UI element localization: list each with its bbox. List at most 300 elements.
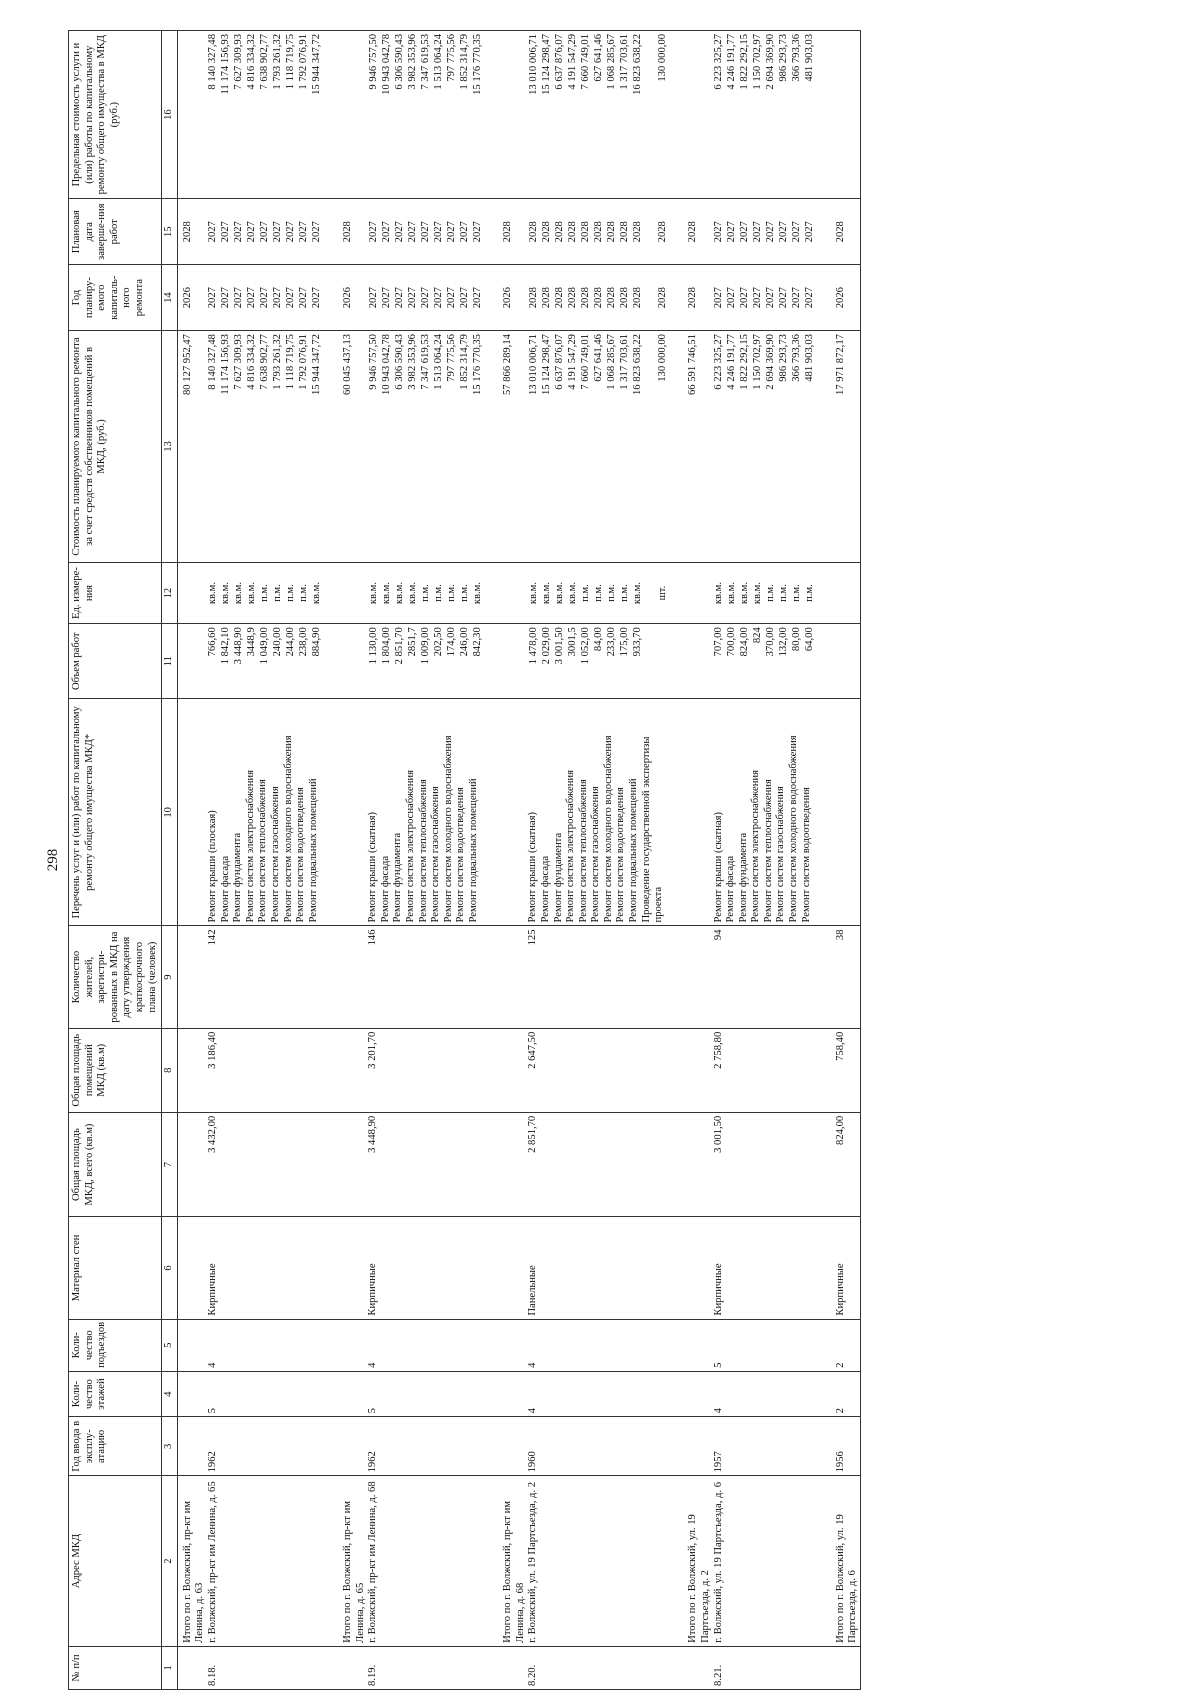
work-volume: 2 029,00 (540, 627, 552, 665)
work-unit: кв.м. (220, 581, 232, 605)
work-cost: 6 306 590,43 (393, 334, 405, 390)
work-year: 2027 (406, 287, 418, 309)
subtotal-finish: 2028 (834, 221, 846, 243)
cell (177, 1217, 207, 1319)
work-name: Ремонт систем холодного водоснабжения (602, 735, 614, 923)
work-volume: 1 009,00 (419, 627, 431, 665)
work-cost: 15 124 298,47 (540, 334, 552, 395)
work-unit: п.м. (777, 584, 789, 602)
work-unit: кв.м. (246, 581, 258, 605)
work-limit: 4 816 334,32 (246, 34, 258, 90)
work-volume: 700,00 (725, 627, 737, 657)
work-name: Ремонт фундамента (552, 832, 564, 923)
work-cost: 3 982 353,96 (406, 334, 418, 390)
work-year: 2027 (458, 287, 470, 309)
cell (177, 624, 207, 699)
work-cost: 1 068 285,67 (605, 334, 617, 390)
cell (498, 1371, 527, 1416)
subtotal-year: 2026 (834, 287, 846, 309)
year-built: 1962 (367, 1451, 379, 1473)
cell (683, 624, 712, 699)
year-built: 1960 (527, 1451, 539, 1473)
work-unit: кв.м. (751, 581, 763, 605)
work-finish: 2028 (592, 221, 604, 243)
cell (338, 1371, 367, 1416)
work-year: 2027 (777, 287, 789, 309)
work-year: 2027 (432, 287, 444, 309)
cell (683, 1417, 712, 1476)
column-number: 10 (162, 699, 178, 926)
cell (527, 699, 683, 926)
work-cost: 1 150 702,97 (751, 334, 763, 390)
subtotal-cost: 60 045 437,13 (341, 334, 353, 395)
column-header: № п/п (69, 1646, 162, 1689)
cell (683, 1476, 712, 1646)
work-cost: 9 946 757,50 (367, 334, 379, 390)
work-name: Ремонт фасада (379, 855, 391, 923)
work-name: Ремонт систем холодного водоснабжения (788, 735, 800, 923)
work-limit: 9 946 757,50 (367, 34, 379, 90)
work-volume: 933,70 (631, 627, 643, 657)
subtotal-cost: 80 127 952,47 (181, 334, 193, 395)
column-header: Материал стен (69, 1217, 162, 1319)
work-year: 2027 (220, 287, 232, 309)
cell (713, 331, 831, 563)
cell (831, 1417, 861, 1476)
cell (207, 562, 338, 623)
work-cost: 130 000,00 (656, 334, 668, 382)
cell (831, 1646, 861, 1689)
cell (177, 562, 207, 623)
work-limit: 6 637 876,07 (553, 34, 565, 90)
subtotal-row (831, 31, 861, 1690)
work-limit: 15 176 770,35 (471, 34, 483, 95)
cell (683, 31, 712, 199)
work-name: Ремонт систем теплоснабжения (257, 779, 269, 923)
work-finish: 2028 (553, 221, 565, 243)
column-number-row (162, 31, 178, 1690)
cell (713, 926, 831, 1028)
work-limit: 3 982 353,96 (406, 34, 418, 90)
work-volume: 707,00 (712, 627, 724, 657)
work-volume: 244,00 (285, 627, 297, 657)
work-limit: 10 943 042,78 (380, 34, 392, 95)
cell (367, 624, 498, 699)
cell (498, 1646, 527, 1689)
year-built: 1957 (712, 1451, 724, 1473)
wall-material: Панельные (527, 1265, 539, 1316)
cell (831, 1319, 861, 1371)
cell (207, 1112, 338, 1217)
cell (177, 926, 207, 1028)
cell (831, 1217, 861, 1319)
work-year: 2027 (207, 287, 219, 309)
work-volume: 246,00 (458, 627, 470, 657)
subtotal-year: 2028 (687, 287, 699, 309)
cell (527, 1646, 683, 1689)
cell (498, 31, 527, 199)
work-unit: кв.м. (527, 581, 539, 605)
work-unit: кв.м. (207, 581, 219, 605)
work-limit: 6 223 325,27 (712, 34, 724, 90)
subtotal-row (498, 31, 527, 1690)
work-year: 2028 (566, 287, 578, 309)
work-year: 2027 (367, 287, 379, 309)
cell (207, 199, 338, 265)
cell (207, 926, 338, 1028)
work-cost: 6 223 325,27 (712, 334, 724, 390)
cell (713, 1646, 831, 1689)
work-cost: 7 627 309,93 (233, 334, 245, 390)
header-row (69, 31, 162, 1690)
column-header: Общая площадь МКД, всего (кв.м) (69, 1112, 162, 1217)
work-finish: 2027 (445, 221, 457, 243)
floors: 2 (834, 1408, 846, 1414)
cell (683, 1371, 712, 1416)
work-volume: 824,00 (738, 627, 750, 657)
work-name: Проведение государственной экспертизы проекта (640, 736, 665, 923)
cell (683, 699, 712, 926)
subtotal-year: 2026 (181, 287, 193, 309)
cell (207, 1319, 338, 1371)
work-limit: 481 903,03 (803, 34, 815, 82)
work-cost: 627 641,46 (592, 334, 604, 382)
work-unit: п.м. (285, 584, 297, 602)
cell (683, 1112, 712, 1217)
work-year: 2027 (738, 287, 750, 309)
house-row (367, 31, 498, 1690)
cell (177, 1371, 207, 1416)
work-unit: шт. (656, 585, 668, 601)
work-cost: 4 816 334,32 (246, 334, 258, 390)
capital-repair-table (68, 30, 861, 1690)
work-name: Ремонт систем электроснабжения (244, 770, 256, 923)
work-cost: 15 176 770,35 (471, 334, 483, 395)
column-header: Коли-чество этажей (69, 1371, 162, 1416)
work-year: 2028 (579, 287, 591, 309)
work-unit: п.м. (592, 584, 604, 602)
work-limit: 1 852 314,79 (458, 34, 470, 90)
column-header: Ед. измере-ния (69, 562, 162, 623)
cell (683, 1646, 712, 1689)
cell (177, 1417, 207, 1476)
house-row (527, 31, 683, 1690)
work-volume: 2 851,70 (393, 627, 405, 665)
work-name: Ремонт систем теплоснабжения (417, 779, 429, 923)
work-year: 2027 (380, 287, 392, 309)
cell (527, 1417, 683, 1476)
column-number: 9 (162, 926, 178, 1028)
cell (683, 1217, 712, 1319)
cell (831, 199, 861, 265)
residents: 142 (206, 929, 218, 946)
cell (713, 562, 831, 623)
work-cost: 1 792 076,91 (298, 334, 310, 390)
column-number: 6 (162, 1217, 178, 1319)
work-limit: 16 823 638,22 (631, 34, 643, 95)
area-total: 2 851,70 (527, 1115, 539, 1153)
work-year: 2027 (725, 287, 737, 309)
work-name: Ремонт подвальных помещений (628, 778, 640, 923)
subtotal-label: Итого по г. Волжский, пр-кт им Ленина, д. 68 (502, 1501, 526, 1643)
work-year: 2028 (553, 287, 565, 309)
work-unit: п.м. (618, 584, 630, 602)
subtotal-row (338, 31, 367, 1690)
cell (177, 331, 207, 563)
cell (831, 1476, 861, 1646)
cell (207, 265, 338, 331)
column-number: 8 (162, 1028, 178, 1112)
cell (367, 1476, 498, 1646)
work-unit: кв.м. (540, 581, 552, 605)
cell (498, 624, 527, 699)
cell (367, 1112, 498, 1217)
cell (207, 699, 338, 926)
work-limit: 1 068 285,67 (605, 34, 617, 90)
work-limit: 7 660 749,01 (579, 34, 591, 90)
work-year: 2027 (311, 287, 323, 309)
cell (367, 31, 498, 199)
cell (177, 1646, 207, 1689)
work-name: Ремонт подвальных помещений (307, 778, 319, 923)
work-year: 2027 (751, 287, 763, 309)
work-unit: кв.м. (233, 581, 245, 605)
work-year: 2027 (393, 287, 405, 309)
residents: 146 (367, 929, 379, 946)
work-cost: 1 317 703,61 (618, 334, 630, 390)
cell (527, 31, 683, 199)
work-volume: 1 804,00 (380, 627, 392, 665)
work-finish: 2027 (725, 221, 737, 243)
work-name: Ремонт систем холодного водоснабжения (442, 735, 454, 923)
cell (177, 699, 207, 926)
year-built: 1962 (206, 1451, 218, 1473)
work-name: Ремонт фундамента (392, 832, 404, 923)
cell (338, 1476, 367, 1646)
cell (683, 1319, 712, 1371)
work-name: Ремонт систем электроснабжения (404, 770, 416, 923)
work-volume: 3 001,50 (553, 627, 565, 665)
work-name: Ремонт крыши (скатная) (367, 811, 379, 923)
work-year: 2027 (445, 287, 457, 309)
work-unit: кв.м. (566, 581, 578, 605)
house-address: г. Волжский, пр-кт им Ленина, д. 68 (367, 1481, 379, 1643)
column-number: 4 (162, 1371, 178, 1416)
wall-material: Кирпичные (367, 1263, 379, 1316)
work-name: Ремонт систем электроснабжения (750, 770, 762, 923)
work-limit: 4 246 191,77 (725, 34, 737, 90)
work-year: 2028 (592, 287, 604, 309)
work-name: Ремонт фундамента (232, 832, 244, 923)
work-name: Ремонт фасада (725, 855, 737, 923)
wall-material: Кирпичные (206, 1263, 218, 1316)
cell (338, 1417, 367, 1476)
work-volume: 238,00 (298, 627, 310, 657)
cell (338, 1646, 367, 1689)
cell (498, 1217, 527, 1319)
work-year: 2028 (618, 287, 630, 309)
work-limit: 15 944 347,72 (311, 34, 323, 95)
work-unit: п.м. (445, 584, 457, 602)
cell (177, 265, 207, 331)
work-finish: 2027 (419, 221, 431, 243)
cell (527, 1319, 683, 1371)
work-volume: 766,60 (207, 627, 219, 657)
work-name: Ремонт фасада (539, 855, 551, 923)
cell (527, 1371, 683, 1416)
work-finish: 2027 (207, 221, 219, 243)
work-limit: 11 174 156,93 (220, 34, 232, 95)
column-number: 5 (162, 1319, 178, 1371)
work-finish: 2027 (803, 221, 815, 243)
work-name: Ремонт систем водоотведения (295, 787, 307, 923)
work-name: Ремонт крыши (скатная) (527, 811, 539, 923)
work-volume: 1 478,00 (527, 627, 539, 665)
work-name: Ремонт систем газоснабжения (269, 786, 281, 923)
cell (338, 1112, 367, 1217)
work-finish: 2027 (311, 221, 323, 243)
work-cost: 481 903,03 (803, 334, 815, 382)
work-cost: 11 174 156,93 (220, 334, 232, 395)
cell (338, 265, 367, 331)
work-unit: п.м. (803, 584, 815, 602)
work-volume: 202,50 (432, 627, 444, 657)
floors: 5 (206, 1408, 218, 1414)
work-volume: 80,00 (790, 627, 802, 652)
work-cost: 2 694 369,90 (764, 334, 776, 390)
work-volume: 132,00 (777, 627, 789, 657)
work-volume: 240,00 (272, 627, 284, 657)
cell (498, 1476, 527, 1646)
cell (831, 31, 861, 199)
column-number: 3 (162, 1417, 178, 1476)
column-header: Количество жителей, зарегистри-рованных в МКД на дату утверждения краткосрочного плана (человек) (69, 926, 162, 1028)
page-number: 298 (45, 848, 61, 872)
cell (207, 331, 338, 563)
cell (831, 331, 861, 563)
work-name: Ремонт систем водоотведения (800, 787, 812, 923)
work-finish: 2027 (367, 221, 379, 243)
work-limit: 627 641,46 (592, 34, 604, 82)
cell (713, 199, 831, 265)
cell (498, 199, 527, 265)
row-number: 8.19. (367, 1664, 379, 1686)
work-unit: кв.м. (631, 581, 643, 605)
work-finish: 2027 (246, 221, 258, 243)
work-finish: 2027 (298, 221, 310, 243)
subtotal-year: 2026 (341, 287, 353, 309)
area-premises: 3 186,40 (206, 1031, 218, 1069)
house-row (207, 31, 338, 1690)
column-header: Перечень услуг и (или) работ по капитальному ремонту общего имущества МКД* (69, 699, 162, 926)
cell (498, 1417, 527, 1476)
work-unit: кв.м. (393, 581, 405, 605)
work-limit: 7 638 902,77 (259, 34, 271, 90)
column-number: 7 (162, 1112, 178, 1217)
cell (498, 1319, 527, 1371)
work-volume (644, 627, 669, 695)
work-name: Ремонт систем водоотведения (615, 787, 627, 923)
work-finish: 2027 (458, 221, 470, 243)
cell (831, 1028, 861, 1112)
cell (177, 1319, 207, 1371)
cell (831, 265, 861, 331)
work-year: 2027 (803, 287, 815, 309)
work-finish: 2027 (790, 221, 802, 243)
work-cost: 797 775,56 (445, 334, 457, 382)
column-header: Год ввода в эксплу-атацию (69, 1417, 162, 1476)
subtotal-label: Итого по г. Волжский, пр-кт им Ленина, д. 65 (341, 1501, 366, 1643)
cell (338, 699, 367, 926)
rotated-content (40, 30, 1160, 1690)
entrances: 4 (527, 1362, 539, 1368)
column-number: 2 (162, 1476, 178, 1646)
work-cost: 4 246 191,77 (725, 334, 737, 390)
work-unit: кв.м. (738, 581, 750, 605)
cell (683, 562, 712, 623)
work-cost: 8 140 327,48 (207, 334, 219, 390)
cell (367, 331, 498, 563)
subtotal-finish: 2028 (341, 221, 353, 243)
work-finish: 2028 (656, 221, 668, 243)
wall-material: Кирпичные (834, 1263, 846, 1316)
cell (713, 1371, 831, 1416)
work-cost: 1 118 719,75 (285, 334, 297, 390)
work-unit: кв.м. (471, 581, 483, 605)
cell (683, 331, 712, 563)
work-volume: 64,00 (803, 627, 815, 652)
work-name: Ремонт систем газоснабжения (590, 786, 602, 923)
cell (498, 1112, 527, 1217)
work-volume: 84,00 (592, 627, 604, 652)
work-finish: 2028 (540, 221, 552, 243)
cell (831, 1112, 861, 1217)
floors: 4 (527, 1408, 539, 1414)
cell (713, 265, 831, 331)
work-volume: 1 842,10 (220, 627, 232, 665)
subtotal-cost: 17 971 872,17 (834, 334, 846, 395)
work-volume: 824 (751, 627, 763, 644)
work-limit: 130 000,00 (656, 34, 668, 82)
cell (177, 199, 207, 265)
work-limit: 1 150 702,97 (751, 34, 763, 90)
column-number: 1 (162, 1646, 178, 1689)
cell (498, 699, 527, 926)
work-year: 2028 (527, 287, 539, 309)
subtotal-cost: 66 591 746,51 (687, 334, 699, 395)
cell (367, 1371, 498, 1416)
column-number: 15 (162, 199, 178, 265)
work-volume: 3001,5 (566, 627, 578, 657)
cell (831, 926, 861, 1028)
work-name: Ремонт фундамента (737, 832, 749, 923)
work-limit: 7 347 619,53 (419, 34, 431, 90)
work-unit: п.м. (432, 584, 444, 602)
cell (498, 562, 527, 623)
cell (338, 562, 367, 623)
cell (367, 1417, 498, 1476)
work-finish: 2027 (259, 221, 271, 243)
cell (527, 1028, 683, 1112)
work-name: Ремонт систем электроснабжения (565, 770, 577, 923)
cell (177, 31, 207, 199)
work-finish: 2027 (712, 221, 724, 243)
cell (177, 1028, 207, 1112)
cell (713, 1417, 831, 1476)
cell (683, 199, 712, 265)
work-finish: 2028 (566, 221, 578, 243)
cell (338, 624, 367, 699)
